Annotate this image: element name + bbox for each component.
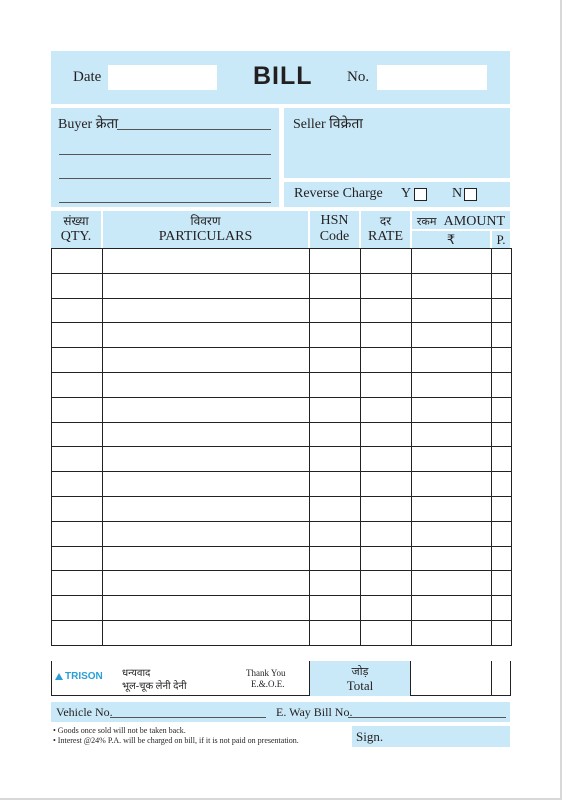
amount-cell[interactable]	[412, 422, 492, 447]
items-table	[51, 248, 512, 646]
vehicle-field[interactable]	[110, 717, 266, 718]
bill-number-field[interactable]	[377, 65, 487, 90]
hsn-cell[interactable]	[310, 546, 361, 571]
total-paise-field[interactable]	[491, 661, 510, 695]
table-row	[52, 273, 512, 298]
hsn-cell[interactable]	[310, 397, 361, 422]
hsn-cell[interactable]	[310, 249, 361, 274]
particulars-cell[interactable]	[103, 249, 310, 274]
qty-cell[interactable]	[52, 372, 103, 397]
reverse-charge-label: Reverse Charge	[294, 186, 383, 201]
amount-cell[interactable]	[412, 273, 492, 298]
paise-cell[interactable]	[492, 571, 512, 596]
amount-cell[interactable]	[412, 472, 492, 497]
rate-cell[interactable]	[361, 422, 412, 447]
qty-header	[51, 213, 101, 245]
hsn-cell[interactable]	[310, 596, 361, 621]
rupee-header: ₹	[446, 232, 456, 247]
reverse-no-label: N	[452, 186, 463, 201]
paise-header: P.	[496, 232, 506, 247]
particulars-cell[interactable]	[103, 273, 310, 298]
qty-cell[interactable]	[52, 571, 103, 596]
paise-cell[interactable]	[492, 596, 512, 621]
buyer-label: Buyer क्रेता	[58, 117, 119, 132]
particulars-cell[interactable]	[103, 496, 310, 521]
rate-cell[interactable]	[361, 397, 412, 422]
particulars-cell[interactable]	[103, 620, 310, 645]
particulars-cell[interactable]	[103, 397, 310, 422]
amount-cell[interactable]	[412, 571, 492, 596]
particulars-header-hi: विवरण	[190, 214, 221, 228]
table-row	[52, 348, 512, 373]
hsn-header-line1: HSN	[320, 213, 349, 228]
footer-left	[52, 661, 309, 695]
vehicle-label: Vehicle No.	[56, 705, 113, 719]
particulars-cell[interactable]	[103, 521, 310, 546]
particulars-cell[interactable]	[103, 596, 310, 621]
amount-header-en: AMOUNT	[443, 214, 506, 229]
table-row	[52, 422, 512, 447]
amount-cell[interactable]	[412, 372, 492, 397]
no-label: No.	[347, 69, 370, 85]
amount-cell[interactable]	[412, 298, 492, 323]
table-row	[52, 521, 512, 546]
rate-cell[interactable]	[361, 596, 412, 621]
particulars-cell[interactable]	[103, 372, 310, 397]
table-row	[52, 546, 512, 571]
qty-cell[interactable]	[52, 298, 103, 323]
qty-cell[interactable]	[52, 546, 103, 571]
thank-you-text: Thank You	[246, 668, 286, 678]
paise-cell[interactable]	[492, 298, 512, 323]
date-field[interactable]	[108, 65, 217, 90]
qty-cell[interactable]	[52, 323, 103, 348]
table-row	[52, 397, 512, 422]
qty-cell[interactable]	[52, 447, 103, 472]
table-row	[52, 323, 512, 348]
table-row	[52, 447, 512, 472]
header-band	[51, 51, 510, 104]
terms-note-2: • Interest @24% P.A. will be charged on bill, if it is not paid on presentation.	[53, 736, 299, 745]
hsn-cell[interactable]	[310, 298, 361, 323]
rate-cell[interactable]	[361, 323, 412, 348]
table-row	[52, 372, 512, 397]
total-hindi: जोड़	[351, 666, 369, 678]
paise-cell[interactable]	[492, 472, 512, 497]
qty-cell[interactable]	[52, 397, 103, 422]
hsn-header-line2: Code	[319, 229, 350, 244]
particulars-cell[interactable]	[103, 348, 310, 373]
amount-cell[interactable]	[412, 348, 492, 373]
seller-panel	[284, 108, 510, 178]
eway-label: E. Way Bill No.	[276, 705, 353, 719]
particulars-cell[interactable]	[103, 323, 310, 348]
hsn-cell[interactable]	[310, 372, 361, 397]
rate-header-en: RATE	[368, 229, 403, 244]
rate-cell[interactable]	[361, 273, 412, 298]
paise-cell[interactable]	[492, 372, 512, 397]
hsn-cell[interactable]	[310, 472, 361, 497]
reverse-yes-label: Y	[401, 186, 412, 201]
rate-cell[interactable]	[361, 372, 412, 397]
amount-header	[412, 213, 510, 230]
buyer-line-4[interactable]	[59, 202, 271, 203]
qty-cell[interactable]	[52, 422, 103, 447]
amount-cell[interactable]	[412, 397, 492, 422]
qty-cell[interactable]	[52, 596, 103, 621]
qty-cell[interactable]	[52, 472, 103, 497]
particulars-header	[103, 213, 308, 245]
reverse-yes-checkbox[interactable]	[414, 188, 427, 201]
table-row	[52, 596, 512, 621]
particulars-cell[interactable]	[103, 571, 310, 596]
amount-cell[interactable]	[412, 496, 492, 521]
rate-cell[interactable]	[361, 472, 412, 497]
rate-header	[361, 213, 410, 245]
paise-cell[interactable]	[492, 422, 512, 447]
total-label: Total	[346, 678, 374, 693]
rate-cell[interactable]	[361, 496, 412, 521]
particulars-cell[interactable]	[103, 298, 310, 323]
particulars-header-en: PARTICULARS	[158, 229, 253, 244]
amount-cell[interactable]	[412, 447, 492, 472]
qty-header-en: QTY.	[60, 229, 92, 244]
sign-label: Sign.	[356, 729, 384, 744]
date-label: Date	[73, 69, 102, 85]
paise-cell[interactable]	[492, 348, 512, 373]
rate-cell[interactable]	[361, 348, 412, 373]
hsn-cell[interactable]	[310, 273, 361, 298]
paise-cell[interactable]	[492, 447, 512, 472]
hsn-cell[interactable]	[310, 620, 361, 645]
trison-mark-icon	[55, 673, 63, 680]
buyer-line-3[interactable]	[59, 178, 271, 179]
qty-cell[interactable]	[52, 273, 103, 298]
trison-brand-text: TRISON	[65, 671, 103, 682]
hsn-cell[interactable]	[310, 496, 361, 521]
particulars-cell[interactable]	[103, 422, 310, 447]
particulars-cell[interactable]	[103, 546, 310, 571]
table-row	[52, 620, 512, 645]
paise-cell[interactable]	[492, 273, 512, 298]
paise-cell[interactable]	[492, 397, 512, 422]
eoe-hindi: भूल-चूक लेनी देनी	[122, 681, 187, 692]
buyer-panel	[51, 108, 279, 207]
table-row	[52, 496, 512, 521]
rate-cell[interactable]	[361, 249, 412, 274]
hsn-cell[interactable]	[310, 571, 361, 596]
hsn-cell[interactable]	[310, 521, 361, 546]
eoe-text: E.&.O.E.	[251, 679, 285, 689]
eway-field[interactable]	[348, 717, 506, 718]
amount-cell[interactable]	[412, 596, 492, 621]
thanks-hindi: धन्यवाद	[122, 668, 151, 679]
terms-notes	[53, 726, 349, 746]
sign-box[interactable]	[352, 726, 510, 747]
amount-cell[interactable]	[412, 546, 492, 571]
amount-cell[interactable]	[412, 620, 492, 645]
hsn-cell[interactable]	[310, 348, 361, 373]
qty-cell[interactable]	[52, 620, 103, 645]
rate-cell[interactable]	[361, 447, 412, 472]
paise-cell[interactable]	[492, 249, 512, 274]
reverse-no-checkbox[interactable]	[464, 188, 477, 201]
vehicle-band	[51, 702, 510, 722]
qty-cell[interactable]	[52, 496, 103, 521]
amount-header-hi: रकम	[416, 216, 437, 228]
qty-cell[interactable]	[52, 348, 103, 373]
paise-cell[interactable]	[492, 521, 512, 546]
rate-cell[interactable]	[361, 571, 412, 596]
rate-cell[interactable]	[361, 298, 412, 323]
hsn-cell[interactable]	[310, 422, 361, 447]
buyer-line-1[interactable]	[117, 129, 271, 130]
rate-cell[interactable]	[361, 546, 412, 571]
particulars-cell[interactable]	[103, 447, 310, 472]
qty-header-hi: संख्या	[63, 214, 89, 228]
amount-cell[interactable]	[412, 521, 492, 546]
paise-cell[interactable]	[492, 323, 512, 348]
terms-note-1: • Goods once sold will not be taken back.	[53, 726, 186, 735]
table-row	[52, 472, 512, 497]
paise-cell[interactable]	[492, 546, 512, 571]
table-row	[52, 249, 512, 274]
hsn-cell[interactable]	[310, 323, 361, 348]
rate-cell[interactable]	[361, 620, 412, 645]
hsn-cell[interactable]	[310, 447, 361, 472]
table-row	[52, 298, 512, 323]
bill-title: BILL	[253, 62, 313, 90]
amount-cell[interactable]	[412, 323, 492, 348]
qty-cell[interactable]	[52, 249, 103, 274]
paise-cell[interactable]	[492, 620, 512, 645]
qty-cell[interactable]	[52, 521, 103, 546]
table-row	[52, 571, 512, 596]
particulars-cell[interactable]	[103, 472, 310, 497]
rate-cell[interactable]	[361, 521, 412, 546]
reverse-charge-panel	[284, 182, 510, 207]
hsn-header	[310, 213, 359, 245]
paise-cell[interactable]	[492, 496, 512, 521]
buyer-line-2[interactable]	[59, 154, 271, 155]
trison-logo	[55, 671, 103, 682]
total-label-box	[309, 661, 411, 696]
amount-cell[interactable]	[412, 249, 492, 274]
seller-label: Seller विक्रेता	[293, 117, 363, 132]
total-amount-field[interactable]	[411, 661, 491, 695]
rate-header-hi: दर	[379, 214, 392, 228]
